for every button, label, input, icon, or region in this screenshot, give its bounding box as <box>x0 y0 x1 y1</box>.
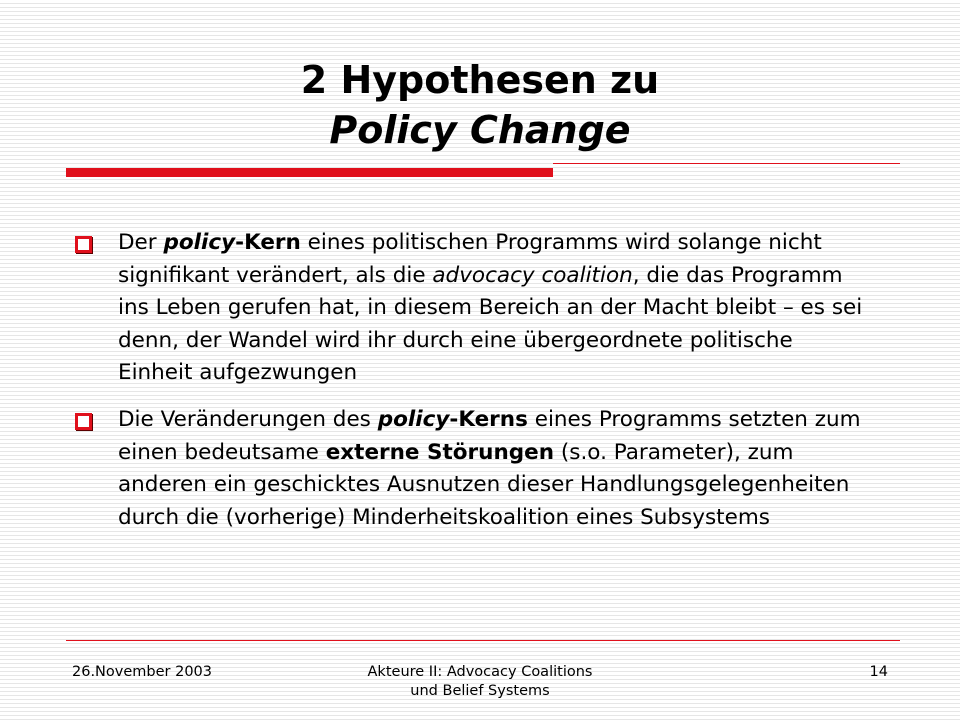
title-line-2: Policy Change <box>329 108 631 152</box>
footer-title-line-2: und Belief Systems <box>410 683 550 699</box>
hollow-square-bullet-icon <box>75 413 92 430</box>
bullet-1-text-part-1: Der <box>118 230 164 255</box>
bullet-1-text-part-2: eines politischen Programms wird solange nicht signifikant verändert, als die <box>118 230 822 288</box>
title-underline-thick <box>66 168 553 177</box>
bullet-1-term-kern: -Kern <box>235 230 301 255</box>
footer-page-number: 14 <box>869 664 888 680</box>
bullet-1-term-policy: policy <box>163 230 236 255</box>
bullet-item-1 <box>72 227 872 390</box>
bullet-1-text-part-3: , die das Programm ins Leben gerufen hat, in diesem Bereich an der Macht bleibt – es sei denn, der Wandel wird ihr durch eine übergeordnete politische Einheit aufgezwungen <box>118 262 863 386</box>
bullet-1-term-advocacy-coalition: advocacy coalition <box>432 262 633 288</box>
footer-date: 26.November 2003 <box>72 664 213 680</box>
title-line-1: 2 Hypothesen zu <box>300 58 660 102</box>
footer-title-line-1: Akteure II: Advocacy Coalitions <box>367 664 593 680</box>
title-underline-thin <box>553 163 900 164</box>
bullet-2-term-externe-stoerungen: externe Störungen <box>325 439 555 465</box>
bullet-item-2 <box>72 404 872 534</box>
footer-presentation-title <box>300 663 660 701</box>
bullet-list <box>72 227 872 548</box>
bullet-2-text-part-2: eines Programms setzten zum einen bedeutsame <box>118 406 861 465</box>
bullet-2-term-kerns: -Kerns <box>449 406 528 432</box>
bullet-2-term-policy: policy <box>377 406 450 432</box>
footer-divider <box>66 640 900 641</box>
hollow-square-bullet-icon <box>75 236 92 253</box>
bullet-2-text-part-3: (s.o. Parameter), zum anderen ein geschicktes Ausnutzen dieser Handlungsgelegenheiten durch die (vorherige) Minderheitskoalition eines Subsystems <box>118 439 850 530</box>
bullet-2-text-part-1: Die Veränderungen des <box>118 406 378 432</box>
slide-title <box>140 55 820 155</box>
